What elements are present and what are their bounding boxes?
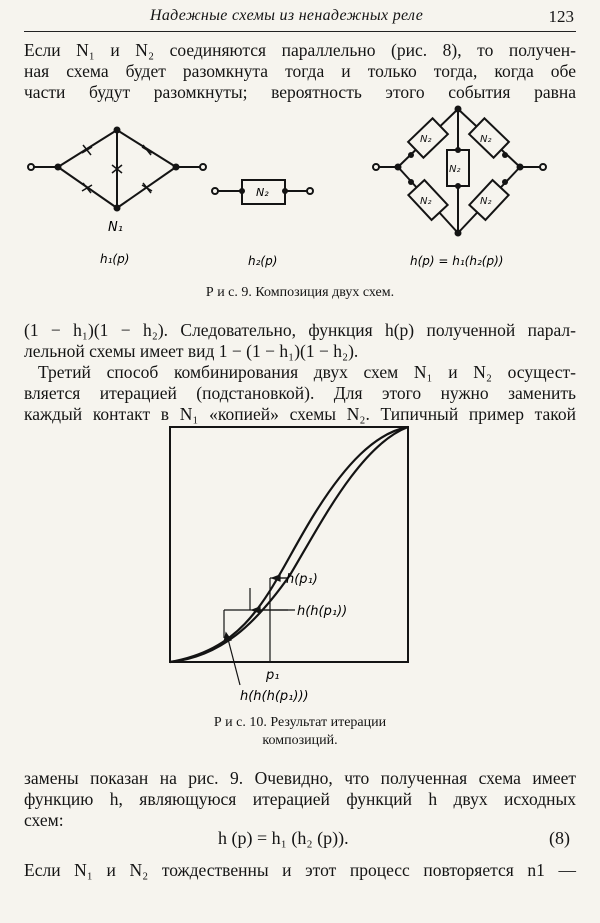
text-line: Третий способ комбинирования двух схем N₁ и N₂ осущест- xyxy=(38,362,576,382)
composite-n2-labels xyxy=(420,134,492,207)
paragraph-1 xyxy=(24,40,576,103)
h2-label: h₂(p) xyxy=(248,254,278,268)
text-line: функцию h, являющуюся итерацией функций h двух исходных xyxy=(24,789,576,809)
label-h-h-p1: h(h(p₁)) xyxy=(297,604,348,619)
page-number: 123 xyxy=(548,7,574,26)
text-line: схем: xyxy=(24,810,64,830)
composite-label: N₂ xyxy=(420,196,432,207)
n1-upper-left-edge xyxy=(58,130,117,167)
running-header-title: Надежные схемы из ненадежных реле xyxy=(150,7,424,24)
equation-number: (8) xyxy=(549,828,570,848)
iteration-curve-a xyxy=(170,427,408,662)
text-line: Если N₁ и N₂ соединяются параллельно (рис. 8), то получен- xyxy=(24,40,576,60)
composite-label: N₂ xyxy=(420,134,432,145)
text-line: части будут разомкнуты; вероятность этого события равна xyxy=(24,82,576,102)
text-line: лельной схемы имеет вид 1 − (1 − h₁)(1 − h₂). xyxy=(24,341,359,361)
hp-label: h(p) = h₁(h₂(p)) xyxy=(410,254,504,268)
paragraph-2 xyxy=(24,320,576,362)
composite-label: N₂ xyxy=(449,164,461,175)
text-line: замены показан на рис. 9. Очевидно, что полученная схема имеет xyxy=(24,768,576,788)
label-h-p1: h(p₁) xyxy=(286,572,318,587)
n1-output-terminal xyxy=(200,164,206,170)
n1-label: N₁ xyxy=(108,220,123,235)
label-p1: p₁ xyxy=(266,668,280,683)
label-h-h-h-p1: h(h(h(p₁))) xyxy=(240,689,309,704)
figure-9-caption: Р и с. 9. Композиция двух схем. xyxy=(205,285,395,300)
composite-label: N₂ xyxy=(480,196,492,207)
figure-10-frame xyxy=(170,427,408,662)
header-rule xyxy=(24,31,576,32)
figure-10 xyxy=(160,425,420,715)
paragraph-4 xyxy=(24,768,576,831)
n2-box-label: N₂ xyxy=(256,186,269,199)
paragraph-5 xyxy=(24,860,576,881)
figure-10-caption-line-1: Р и с. 10. Результат итерации xyxy=(213,715,387,730)
figure-9 xyxy=(20,103,580,278)
composite-label: N₂ xyxy=(480,134,492,145)
annotation-arrows xyxy=(224,575,295,685)
text-line: вляется итерацией (подстановкой). Для этого нужно заменить xyxy=(24,383,576,403)
iteration-curve-b xyxy=(170,427,408,662)
h1-label: h₁(p) xyxy=(100,252,130,266)
paragraph-3 xyxy=(24,362,576,425)
text-line: (1 − h₁)(1 − h₂). Следовательно, функция h(p) полученной парал- xyxy=(24,320,576,340)
text-line: Если N₁ и N₂ тождественны и этот процесс повторяется n1 — xyxy=(24,860,576,880)
n1-input-terminal xyxy=(28,164,34,170)
text-line: ная схема будет разомкнута тогда и только тогда, когда обе xyxy=(24,61,576,81)
equation-8: h (p) = h₁ (h₂ (p)). xyxy=(218,828,349,848)
text-line: каждый контакт в N₁ «копией» схемы N₂. Типичный пример такой xyxy=(24,404,576,424)
figure-10-caption-line-2: композиций. xyxy=(262,733,338,748)
